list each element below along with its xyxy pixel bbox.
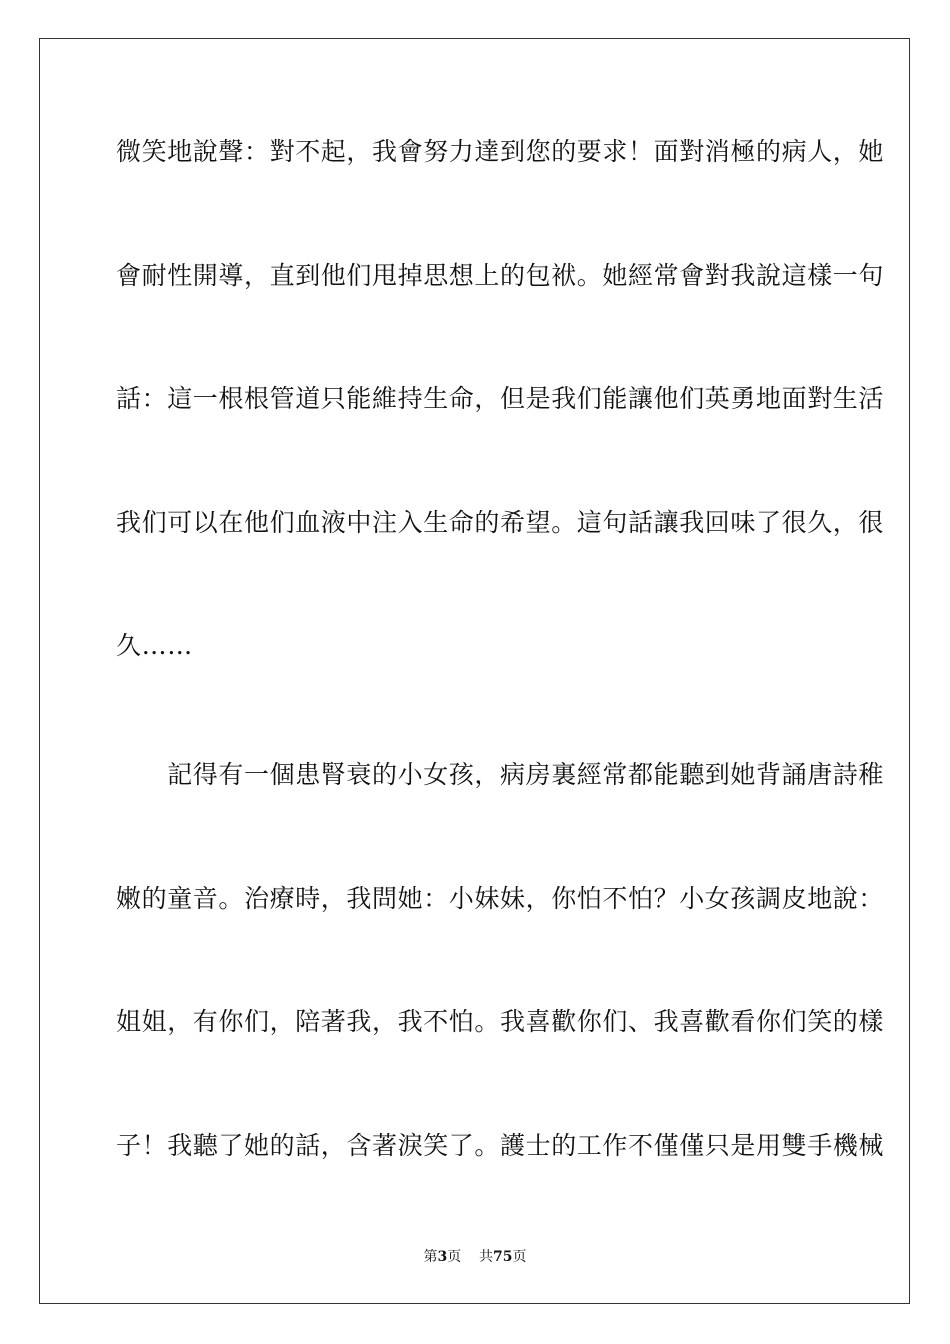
page-footer [0, 1248, 950, 1266]
body-text-line: 微笑地說聲：對不起，我會努力達到您的要求！面對消極的病人，她 [116, 137, 885, 166]
body-text-line: 我们可以在他们血液中注入生命的希望。這句話讓我回味了很久，很 [116, 508, 885, 537]
page-border [39, 38, 910, 1304]
total-suffix: 页 [512, 1249, 527, 1265]
page-number: 3 [437, 1249, 448, 1265]
page-suffix: 页 [447, 1249, 462, 1265]
body-text-line: 嫩的童音。治療時，我問她：小妹妹，你怕不怕？小女孩調皮地說： [116, 884, 885, 913]
total-prefix: 共 [479, 1249, 494, 1265]
page-prefix: 第 [423, 1249, 438, 1265]
body-text-line: 話：這一根根管道只能維持生命，但是我们能讓他们英勇地面對生活 [116, 384, 885, 413]
total-pages: 75 [493, 1249, 513, 1265]
body-text-line: 久…… [116, 631, 193, 660]
body-text-line: 姐姐，有你们，陪著我，我不怕。我喜歡你们、我喜歡看你们笑的樣 [116, 1007, 885, 1036]
body-text-line: 記得有一個患腎衰的小女孩，病房裏經常都能聽到她背誦唐詩稚 [116, 760, 885, 789]
body-text-line: 會耐性開導，直到他们甩掉思想上的包袱。她經常會對我說這樣一句 [116, 261, 885, 290]
body-text-line: 子！我聽了她的話，含著淚笑了。護士的工作不僅僅只是用雙手機械 [116, 1131, 885, 1160]
